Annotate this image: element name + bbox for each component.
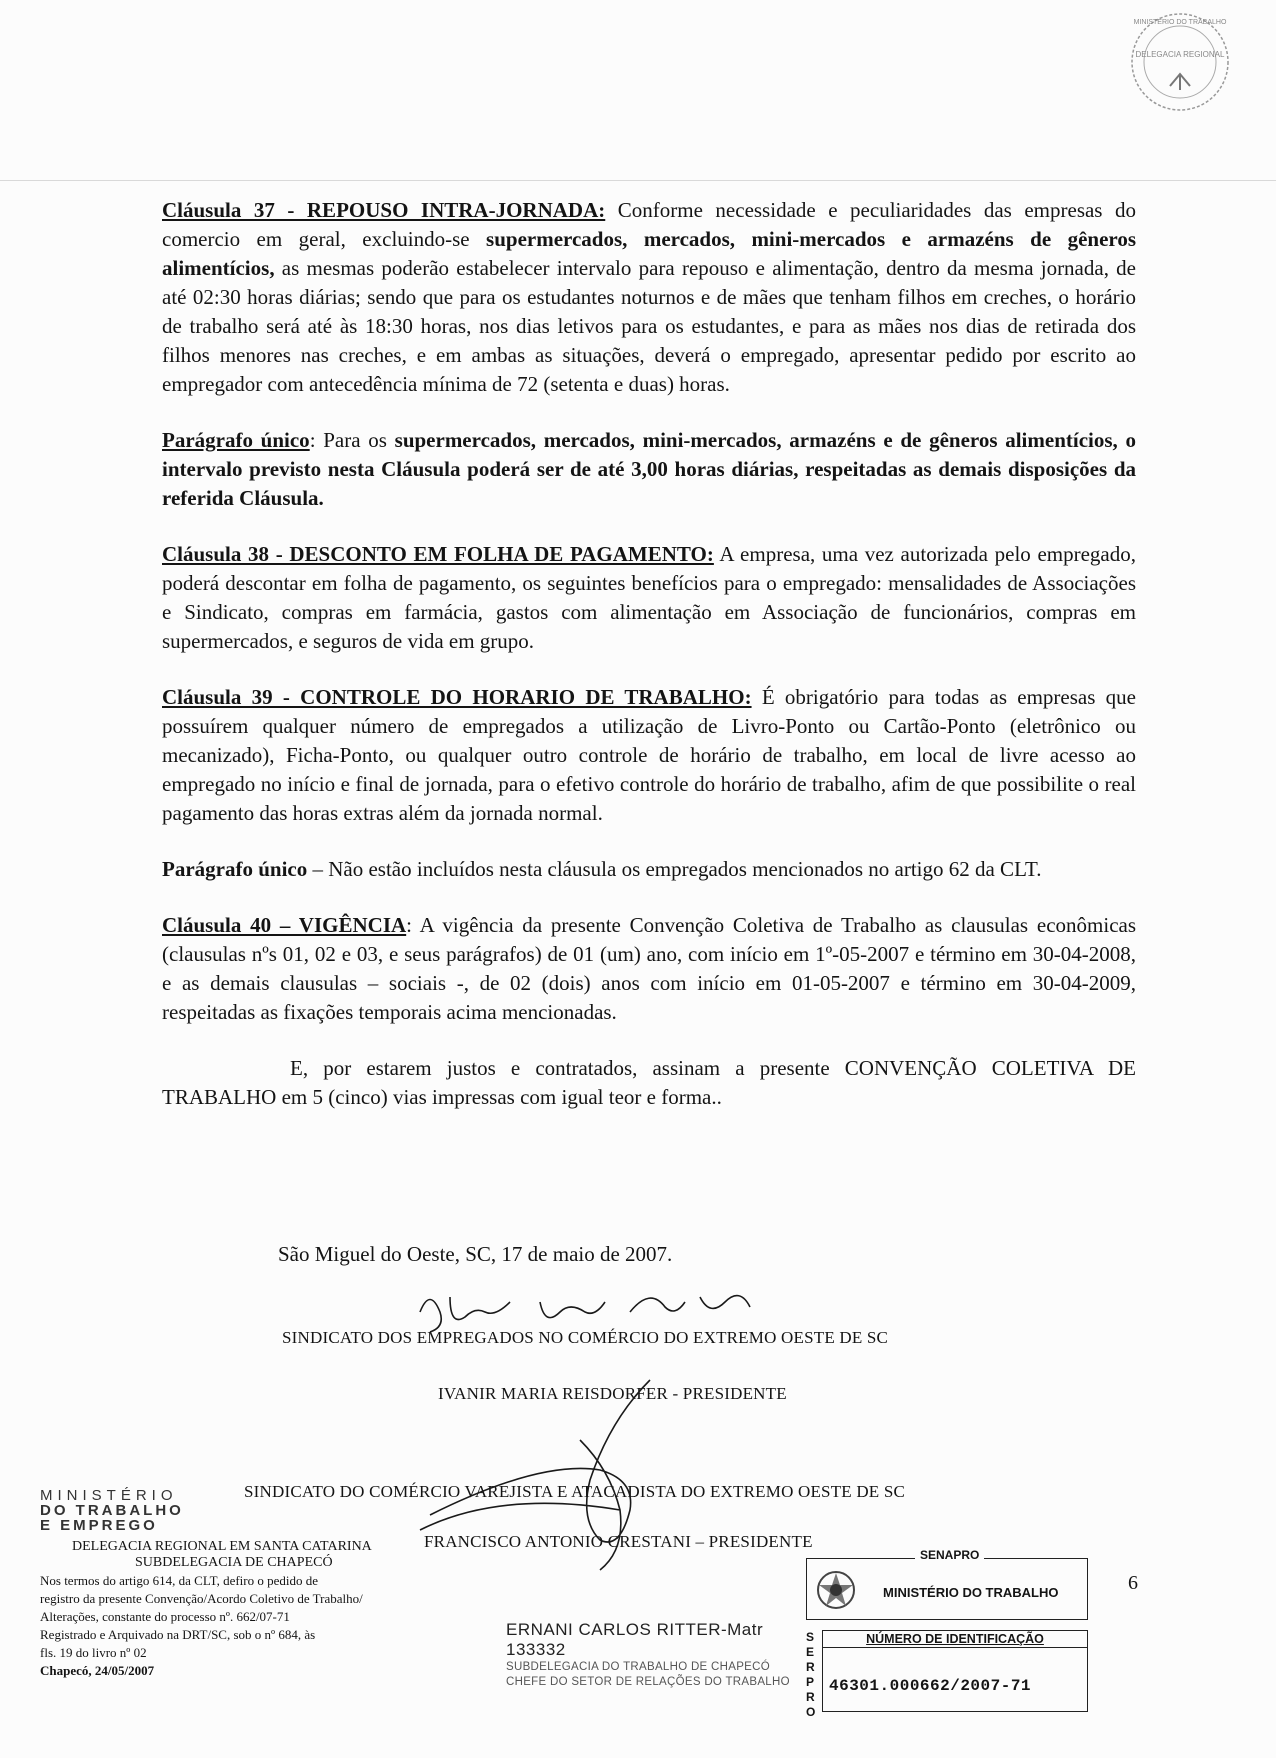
delegacia-line: DELEGACIA REGIONAL EM SANTA CATARINA xyxy=(72,1539,372,1554)
clause-40-heading: Cláusula 40 – VIGÊNCIA xyxy=(162,913,407,937)
stamp-text-6: Chapecó, 24/05/2007 xyxy=(40,1663,155,1678)
president-2-name: FRANCISCO ANTONIO CRESTANI – PRESIDENTE xyxy=(424,1532,813,1551)
ministry-logo-line-3: E EMPREGO xyxy=(40,1517,158,1534)
stamp-text-2: registro da presente Convenção/Acordo Coletivo de Trabalho/ xyxy=(40,1591,363,1606)
union-2-name: SINDICATO DO COMÉRCIO VAREJISTA E ATACADISTA DO EXTREMO OESTE DE SC xyxy=(244,1482,906,1501)
paragraph-39-text: – Não estão incluídos nesta cláusula os empregados mencionados no artigo 62 da CLT. xyxy=(307,857,1042,881)
clause-39-heading: Cláusula 39 - CONTROLE DO HORARIO DE TRABALHO: xyxy=(162,685,752,709)
union-1-name: SINDICATO DOS EMPREGADOS NO COMÉRCIO DO EXTREMO OESTE DE SC xyxy=(282,1328,889,1347)
page-number: 6 xyxy=(1128,1572,1138,1594)
paragraph-39-heading: Parágrafo único xyxy=(162,857,308,881)
clause-37-text-2: as mesmas poderão estabelecer intervalo para repouso e alimentação, dentro da mesma jornada, de até 02:30 horas diárias; sendo que para os estudantes noturnos e de mães que tenham filhos em creches, o horário de trabalho será até às 18:30 horas, nos dias letivos para os estudantes, e para as mães nos dias de retirada dos filhos menores nas creches, e em ambas as situações, deverá o empregado, apresentar pedido por escrito ao empregador com antecedência mínima de 72 (setenta e duas) horas. xyxy=(162,256,1136,396)
clause-39-text: É obrigatório para todas as empresas que possuírem qualquer número de empregados a utilização de Livro-Ponto ou Cartão-Ponto (eletrônico ou mecanizado), Ficha-Ponto, ou qualquer outro controle de horário de trabalho, em local de livre acesso ao empregado no início e final de jornada, para o efetivo controle do horário de trabalho, afim de que possibilite o real pagamento das horas extras além da jornada normal. xyxy=(162,685,1136,825)
senapro-label: SENAPRO xyxy=(915,1548,984,1562)
serpro-letter: S xyxy=(806,1630,815,1644)
officer-stamp xyxy=(506,1620,806,1690)
serpro-letter: E xyxy=(806,1645,815,1659)
stamp-text-3: Alterações, constante do processo nº. 662/07-71 xyxy=(40,1609,290,1624)
officer-name: ERNANI CARLOS RITTER-Matr 133332 xyxy=(506,1620,764,1659)
clause-39 xyxy=(162,683,1136,828)
closing-statement: E, por estarem justos e contratados, assinam a presente CONVENÇÃO COLETIVA DE TRABALHO em 5 (cinco) vias impressas com igual teor e forma.. xyxy=(162,1056,1136,1109)
seal-top-text: MINISTÉRIO DO TRABALHO xyxy=(1133,19,1227,26)
clause-37-heading: Cláusula 37 - REPOUSO INTRA-JORNADA: xyxy=(162,198,606,222)
senapro-box xyxy=(806,1548,1088,1620)
officer-line-1: SUBDELEGACIA DO TRABALHO DE CHAPECÓ xyxy=(506,1661,770,1673)
clause-37-paragraph xyxy=(162,426,1136,513)
ministry-seal-icon xyxy=(1118,10,1238,120)
clause-37-bold-1: supermercados, mercados, mini-mercados e armazéns de gêneros alimentícios, xyxy=(162,227,1137,280)
clause-40-text: : A vigência da presente Convenção Coletiva de Trabalho as clausulas econômicas (clausulas nºs 01, 02 e 03, e seus parágrafos) de 01 (um) ano, com início em 1º-05-2007 e término em 30-04-2008, e as demais clausulas – sociais -, de 02 (dois) anos com início em 01-05-2007 e término em 30-04-2009, respeitadas as fixações temporais acima mencionadas. xyxy=(162,913,1137,1024)
identification-label: NÚMERO DE IDENTIFICAÇÃO xyxy=(823,1631,1087,1648)
ministry-logo-line-2: DO TRABALHO xyxy=(40,1502,184,1519)
serpro-letter: P xyxy=(806,1675,815,1689)
subdelegacia-line: SUBDELEGACIA DE CHAPECÓ xyxy=(135,1555,333,1570)
serpro-letter: R xyxy=(806,1690,815,1704)
clause-37 xyxy=(162,196,1136,399)
clause-40 xyxy=(162,911,1136,1027)
identification-number: 46301.000662/2007-71 xyxy=(829,1677,1032,1695)
clause-38-heading: Cláusula 38 - DESCONTO EM FOLHA DE PAGAMENTO: xyxy=(162,542,714,566)
clause-38 xyxy=(162,540,1136,656)
officer-line-2: CHEFE DO SETOR DE RELAÇÕES DO TRABALHO xyxy=(506,1676,790,1688)
serpro-letter: O xyxy=(806,1705,816,1719)
paragraph-37-heading: Parágrafo único xyxy=(162,428,310,452)
clause-37-text-1: Conforme necessidade e peculiaridades das empresas do comercio em geral, excluindo-se xyxy=(162,198,1136,251)
serpro-vertical-label xyxy=(806,1630,816,1720)
date-line: São Miguel do Oeste, SC, 17 de maio de 2007. xyxy=(278,1242,673,1266)
header-rule xyxy=(0,180,1276,181)
stamp-text-1: Nos termos do artigo 614, da CLT, defiro o pedido de xyxy=(40,1573,319,1588)
ministry-logo-line-1: MINISTÉRIO xyxy=(40,1487,178,1504)
document-body xyxy=(162,196,1136,1139)
stamp-text-5: fls. 19 do livro nº 02 xyxy=(40,1645,147,1660)
stamp-text-4: Registrado e Arquivado na DRT/SC, sob o nº 684, às xyxy=(40,1627,316,1642)
paragraph-37-bold-1: supermercados, mercados, mini-mercados, armazéns e de gêneros alimentícios, o intervalo previsto nesta Cláusula poderá ser de até 3,00 horas diárias, respeitadas as demais disposições da referida Cláusula. xyxy=(162,428,1136,510)
clause-38-text: A empresa, uma vez autorizada pelo empregado, poderá descontar em folha de pagamento, os seguintes benefícios para o empregado: mensalidades de Associações e Sindicato, compras em farmácia, gastos com alimentação em Associação de funcionários, compras em supermercados, e seguros de vida em grupo. xyxy=(162,542,1137,653)
president-1-name: IVANIR MARIA REISDORFER - PRESIDENTE xyxy=(438,1384,787,1403)
clause-39-paragraph xyxy=(162,855,1136,884)
registry-stamp xyxy=(40,1488,510,1679)
seal-center-text: DELEGACIA REGIONAL xyxy=(1135,50,1225,59)
identification-box xyxy=(822,1630,1088,1712)
senapro-ministry: MINISTÉRIO DO TRABALHO xyxy=(883,1585,1059,1600)
brazil-coat-of-arms-icon xyxy=(813,1567,859,1613)
ministry-logo xyxy=(40,1488,510,1533)
serpro-letter: R xyxy=(806,1660,815,1674)
paragraph-37-text-1: : Para os xyxy=(309,428,395,452)
